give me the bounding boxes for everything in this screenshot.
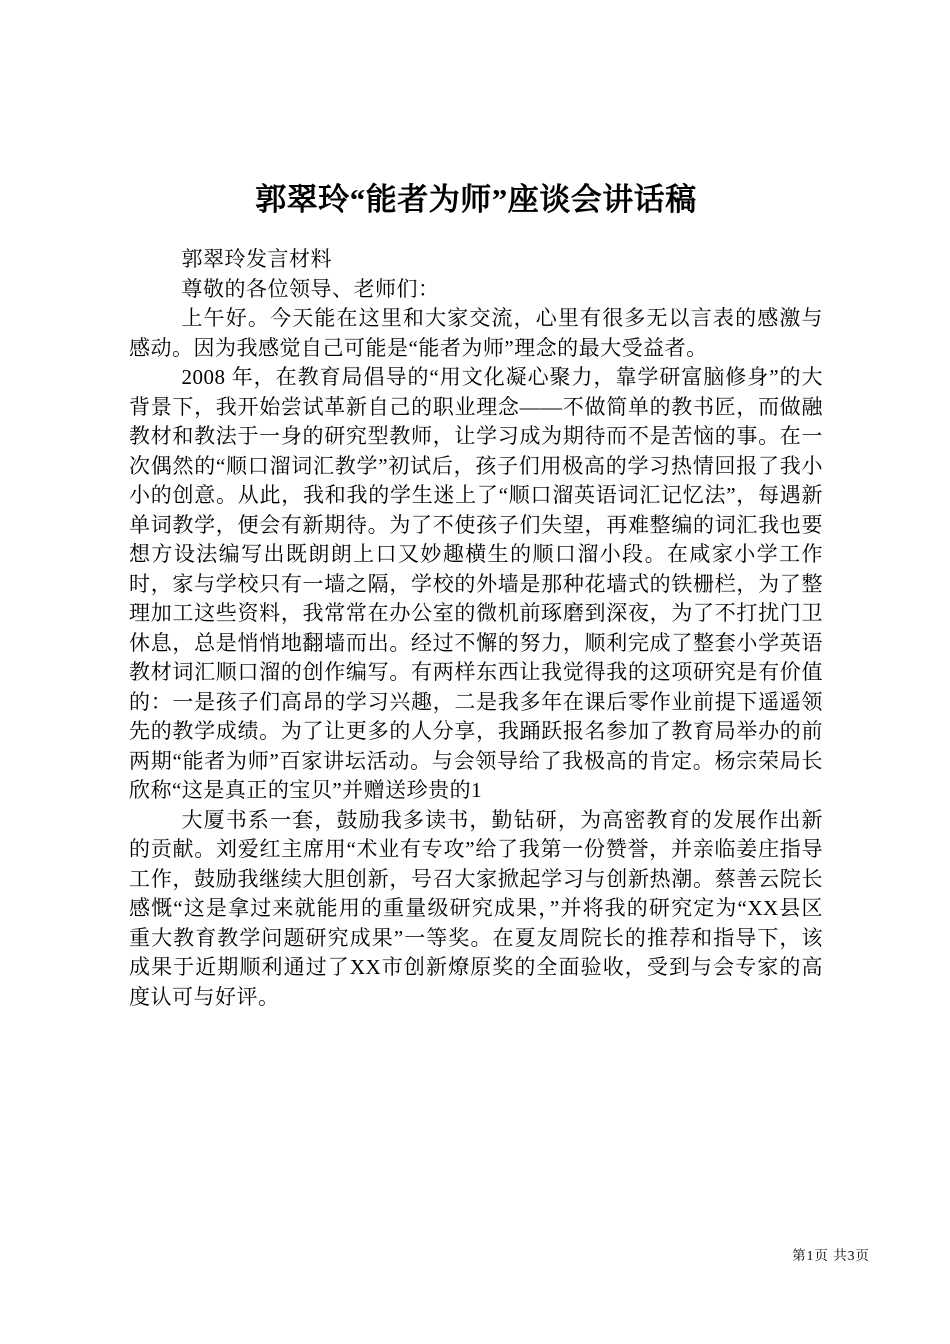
paragraph-salutation: 尊敬的各位领导、老师们： — [181, 276, 440, 301]
paragraph-continuation: 大厦书系一套，鼓励我多读书，勤钻研，为高密教育的发展作出新的贡献。刘爱红主席用“术业有专攻”给了我第一份赞誉，并亲临姜庄指导工作，鼓励我继续大胆创新，号召大家掀起学习与创新热潮。蔡善云院长感慨“这是拿过来就能用的重量级研究成果，”并将我的研究定为“XX县区重大教育教学问题研究成果”一等奖。在夏友周院长的推荐和指导下，该成果于近期顺利通过了XX市创新燎原奖的全面验收，受到与会专家的高度认可与好评。 — [129, 807, 823, 1009]
paragraph-opening: 上午好。今天能在这里和大家交流，心里有很多无以言表的感激与感动。因为我感觉自己可能是“能者为师”理念的最大受益者。 — [129, 306, 823, 360]
document-content — [129, 180, 823, 1012]
paragraph-main: 2008 年，在教育局倡导的“用文化凝心聚力，靠学研富脑修身”的大背景下，我开始尝试革新自己的职业理念——不做简单的教书匠，而做融教材和教法于一身的研究型教师，让学习成为期待而不是苦恼的事。在一次偶然的“顺口溜词汇教学”初试后，孩子们用极高的学习热情回报了我小小的创意。从此，我和我的学生迷上了“顺口溜英语词汇记忆法”，每遇新单词教学，便会有新期待。为了不使孩子们失望，再难整编的词汇我也要想方设法编写出既朗朗上口又妙趣横生的顺口溜小段。在咸家小学工作时，家与学校只有一墙之隔，学校的外墙是那种花墙式的铁栅栏，为了整理加工这些资料，我常常在办公室的微机前琢磨到深夜，为了不打扰门卫休息，总是悄悄地翻墙而出。经过不懈的努力，顺利完成了整套小学英语教材词汇顺口溜的创作编写。有两样东西让我觉得我的这项研究是有价值的：一是孩子们高昂的学习兴趣，二是我多年在课后零作业前提下遥遥领先的教学成绩。为了让更多的人分享，我踊跃报名参加了教育局举办的前两期“能者为师”百家讲坛活动。与会领导给了我极高的肯定。杨宗荣局长欣称“这是真正的宝贝”并赠送珍贵的1 — [129, 365, 823, 802]
document-title: 郭翠玲“能者为师”座谈会讲话稿 — [255, 182, 697, 217]
page-number-label: 第1页 共3页 — [792, 1248, 870, 1263]
document-body — [129, 245, 823, 1012]
paragraph-byline: 郭翠玲发言材料 — [181, 247, 332, 271]
page-footer — [792, 1244, 870, 1264]
